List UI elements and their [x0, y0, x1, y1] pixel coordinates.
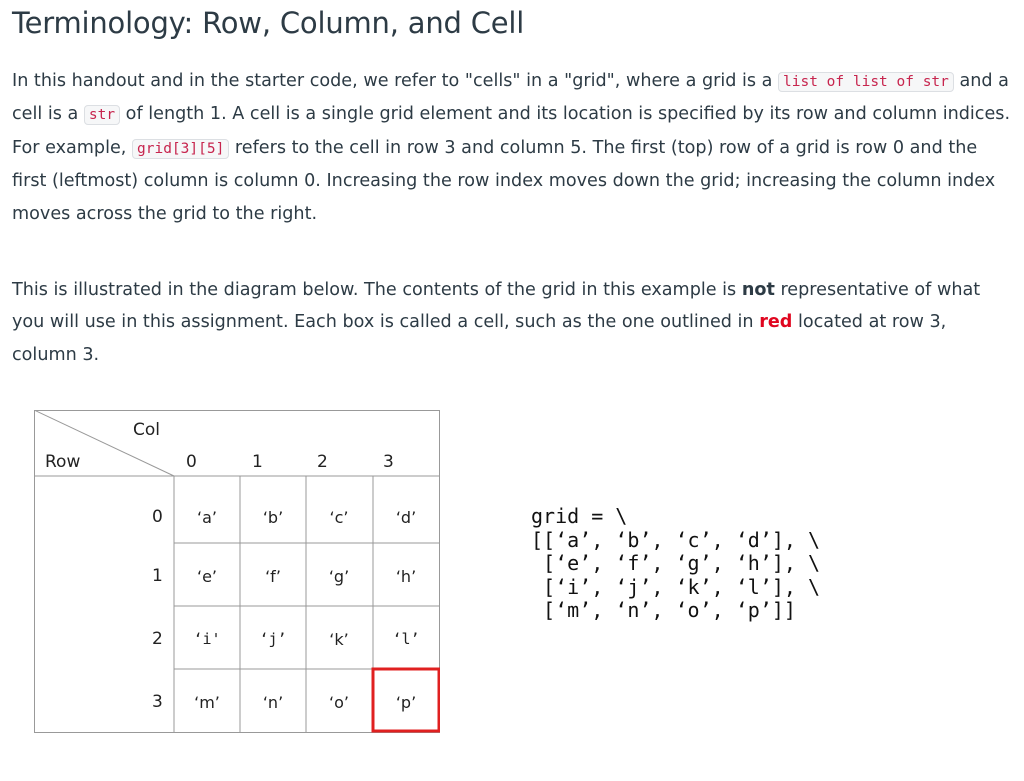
inline-code-grid-index: grid[3][5] [132, 139, 229, 159]
intro-paragraph [12, 65, 1012, 230]
illustration-paragraph [12, 274, 1012, 371]
row-index-3: 3 [152, 692, 163, 712]
intro-text-3: of length 1. A cell is a single grid element and its location is specified by its row and column indices. For example, [12, 104, 1011, 158]
illustration-text-3: located at row 3, column 3. [12, 312, 947, 365]
intro-text-4: refers to the cell in row 3 and column 5. The first (top) row of a grid is row 0 and the first (leftmost) column is column 0. Increasing the row index moves down the grid; increasing the column index moves across the grid to the right. [12, 137, 996, 224]
row-label: Row [45, 452, 81, 472]
grid-cell-2-0: ‘i' [193, 630, 221, 648]
row-index-2: 2 [152, 629, 163, 649]
code-line-1: grid = \ [531, 504, 628, 528]
grid-cell-0-1: ‘b’ [262, 508, 284, 527]
illustration-text-2: representative of what you will use in this assignment. Each box is called a cell, such as the one outlined in [12, 280, 981, 333]
grid-cell-3-1: ‘n’ [262, 693, 284, 712]
grid-cell-2-1: ‘j’ [259, 630, 287, 648]
grid-diagram [34, 410, 440, 733]
code-line-3: [‘e’, ‘f’, ‘g’, ‘h’], \ [531, 551, 820, 575]
page-title: Terminology: Row, Column, and Cell [12, 6, 525, 40]
grid-cell-1-2: ‘g’ [328, 567, 350, 586]
grid-cell-0-3: ‘d’ [395, 508, 417, 527]
col-index-2: 2 [317, 452, 328, 472]
grid-cell-3-2: ‘o’ [329, 693, 349, 712]
intro-text-1: In this handout and in the starter code, we refer to "cells" in a "grid", where a grid is a [12, 71, 779, 91]
inline-code-list-of-list-of-str: list of list of str [778, 72, 954, 92]
inline-code-str: str [84, 105, 120, 125]
col-index-0: 0 [186, 452, 197, 472]
grid-cell-2-2: ‘k’ [329, 630, 349, 649]
col-index-1: 1 [252, 452, 263, 472]
grid-cell-1-3: ‘h’ [395, 567, 417, 586]
grid-cell-0-2: ‘c’ [329, 508, 349, 527]
grid-cell-1-1: ‘f’ [265, 567, 281, 586]
grid-cell-3-0: ‘m’ [194, 693, 220, 712]
code-line-4: [‘i’, ‘j’, ‘k’, ‘l’], \ [531, 574, 820, 599]
grid-cell-3-3: ‘p’ [395, 693, 417, 712]
bold-not: not [741, 280, 775, 300]
illustration-text-1: This is illustrated in the diagram below. The contents of the grid in this example is [12, 280, 742, 300]
code-line-5: [‘m’, ‘n’, ‘o’, ‘p’]] [531, 598, 796, 622]
grid-cell-0-0: ‘a’ [197, 508, 217, 527]
grid-code-block [531, 505, 820, 623]
red-word: red [759, 312, 793, 333]
row-index-1: 1 [152, 566, 163, 586]
intro-text-2: and a cell is a [12, 71, 1009, 125]
grid-cell-2-3: ‘l’ [392, 630, 420, 648]
row-index-0: 0 [152, 507, 163, 527]
grid-cell-1-0: ‘e’ [196, 567, 217, 586]
col-index-3: 3 [383, 452, 394, 472]
col-label: Col [133, 420, 160, 440]
code-line-2: [[‘a’, ‘b’, ‘c’, ‘d’], \ [531, 527, 820, 552]
